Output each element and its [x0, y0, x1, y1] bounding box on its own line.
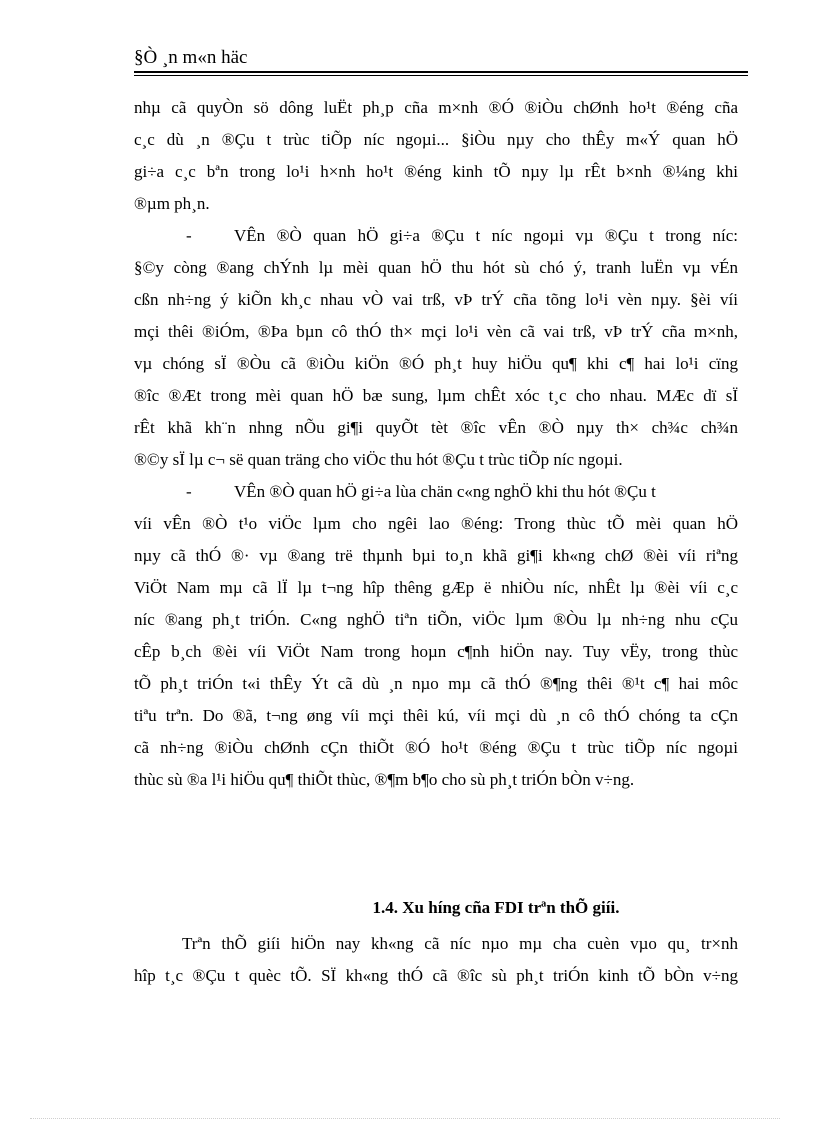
text-line: nµy cã thÓ ®· vµ ®ang trë thµnh bµi to¸n khã gi¶i kh«ng chØ ®èi víi riªng	[134, 546, 738, 565]
text-line: mçi thêi ®iÓm, ®Þa bµn cô thÓ th× mçi lo¹i vèn cã vai trß, vÞ trÝ cña m×nh,	[134, 322, 738, 341]
text-line: tiªu trªn. Do ®ã, t¬ng øng víi mçi thêi kú, víi mçi dù ¸n cô thÓ chóng ta cÇn	[134, 706, 738, 725]
text-line: cÊp b¸ch ®èi víi ViÖt Nam trong hoµn c¶nh hiÖn nay. Tuy vËy, trong thùc	[134, 642, 738, 661]
text-line: ®©y sÏ lµ c¬ së quan träng cho viÖc thu hót ®Çu t trùc tiÕp níc ngoµi.	[134, 450, 623, 469]
text-line: ®îc ®Æt trong mèi quan hÖ bæ sung, lµm chÊt xóc t¸c cho nhau. MÆc dï sÏ	[134, 386, 738, 405]
paragraph-continuation	[134, 92, 738, 220]
text-line: tÕ ph¸t triÓn t«i thÊy Ýt cã dù ¸n nµo mµ cã thÓ ®¶ng thêi ®¹t c¶ hai môc	[134, 674, 738, 693]
bullet-paragraph-investment-relation	[134, 220, 738, 476]
text-line: cã nh÷ng ®iÒu chØnh cÇn thiÕt ®Ó ho¹t ®éng ®Çu t trùc tiÕp níc ngoµi	[134, 738, 738, 757]
text-line: gi÷a c¸c bªn trong lo¹i h×nh ho¹t ®éng kinh tÕ nµy lµ rÊt b×nh ®¼ng khi	[134, 162, 738, 181]
text-line: §©y còng ®ang chÝnh lµ mèi quan hÖ thu hót sù chó ý, tranh luËn vµ vÉn	[134, 258, 738, 277]
header-rule-thin	[134, 75, 748, 76]
text-line: vµ chóng sÏ ®Òu cã ®iÒu kiÖn ®Ó ph¸t huy hiÖu qu¶ khi c¶ hai lo¹i cïng	[134, 354, 738, 373]
page-bottom-border	[30, 1118, 780, 1119]
text-line: cßn nh÷ng ý kiÕn kh¸c nhau vÒ vai trß, vÞ trÝ cña tõng lo¹i vèn nµy. §èi víi	[134, 290, 738, 309]
header-rule-thick	[134, 71, 748, 73]
bullet-first-line: VÊn ®Ò quan hÖ gi÷a ®Çu t níc ngoµi vµ ®Çu t trong níc:	[234, 226, 738, 245]
paragraph-fdi-trends	[134, 928, 738, 992]
text-line: níc ®ang ph¸t triÓn. C«ng nghÖ tiªn tiÕn, viÖc lµm ®Òu lµ nh÷ng nhu cÇu	[134, 610, 738, 629]
bullet-first-line: VÊn ®Ò quan hÖ gi÷a lùa chän c«ng nghÖ khi thu hót ®Çu t	[234, 482, 656, 501]
text-line	[134, 476, 738, 508]
bullet-paragraph-technology-employment	[134, 476, 738, 796]
bullet-dash: -	[186, 482, 192, 501]
text-line: c¸c dù ¸n ®Çu t trùc tiÕp níc ngoµi... §iÒu nµy cho thÊy m«Ý quan hÖ	[134, 130, 738, 149]
text-line: víi vÊn ®Ò t¹o viÖc lµm cho ngêi lao ®éng: Trong thùc tÕ mèi quan hÖ	[134, 514, 738, 533]
page-header	[134, 46, 748, 76]
text-line: ViÖt Nam mµ cã lÏ lµ t¬ng hîp thêng gÆp ë nhiÒu níc, nhÊt lµ ®èi víi c¸c	[134, 578, 738, 597]
text-line: hîp t¸c ®Çu t quèc tÕ. SÏ kh«ng thÓ cã ®îc sù ph¸t triÓn kinh tÕ bÒn v÷ng	[134, 966, 738, 985]
text-line: Trªn thÕ giíi hiÖn nay kh«ng cã níc nµo mµ cha cuèn vµo qu¸ tr×nh	[182, 934, 738, 953]
text-line	[134, 220, 738, 252]
text-line: nhµ cã quyÒn sö dông luËt ph¸p cña m×nh ®Ó ®iÒu chØnh ho¹t ®éng cña	[134, 98, 738, 117]
document-body	[134, 92, 738, 796]
text-line: thùc sù ®a l¹i hiÖu qu¶ thiÕt thùc, ®¶m b¶o cho sù ph¸t triÓn bÒn v÷ng.	[134, 770, 635, 789]
text-line: ®µm ph¸n.	[134, 194, 210, 213]
section-heading: 1.4. Xu híng cña FDI trªn thÕ giíi.	[372, 898, 620, 917]
text-line: rÊt khã kh¨n nhng nÕu gi¶i quyÕt tèt ®îc vÊn ®Ò nµy th× ch¾c ch¾n	[134, 418, 738, 437]
bullet-dash: -	[186, 226, 192, 245]
header-title: §Ò ¸n m«n häc	[134, 47, 248, 68]
